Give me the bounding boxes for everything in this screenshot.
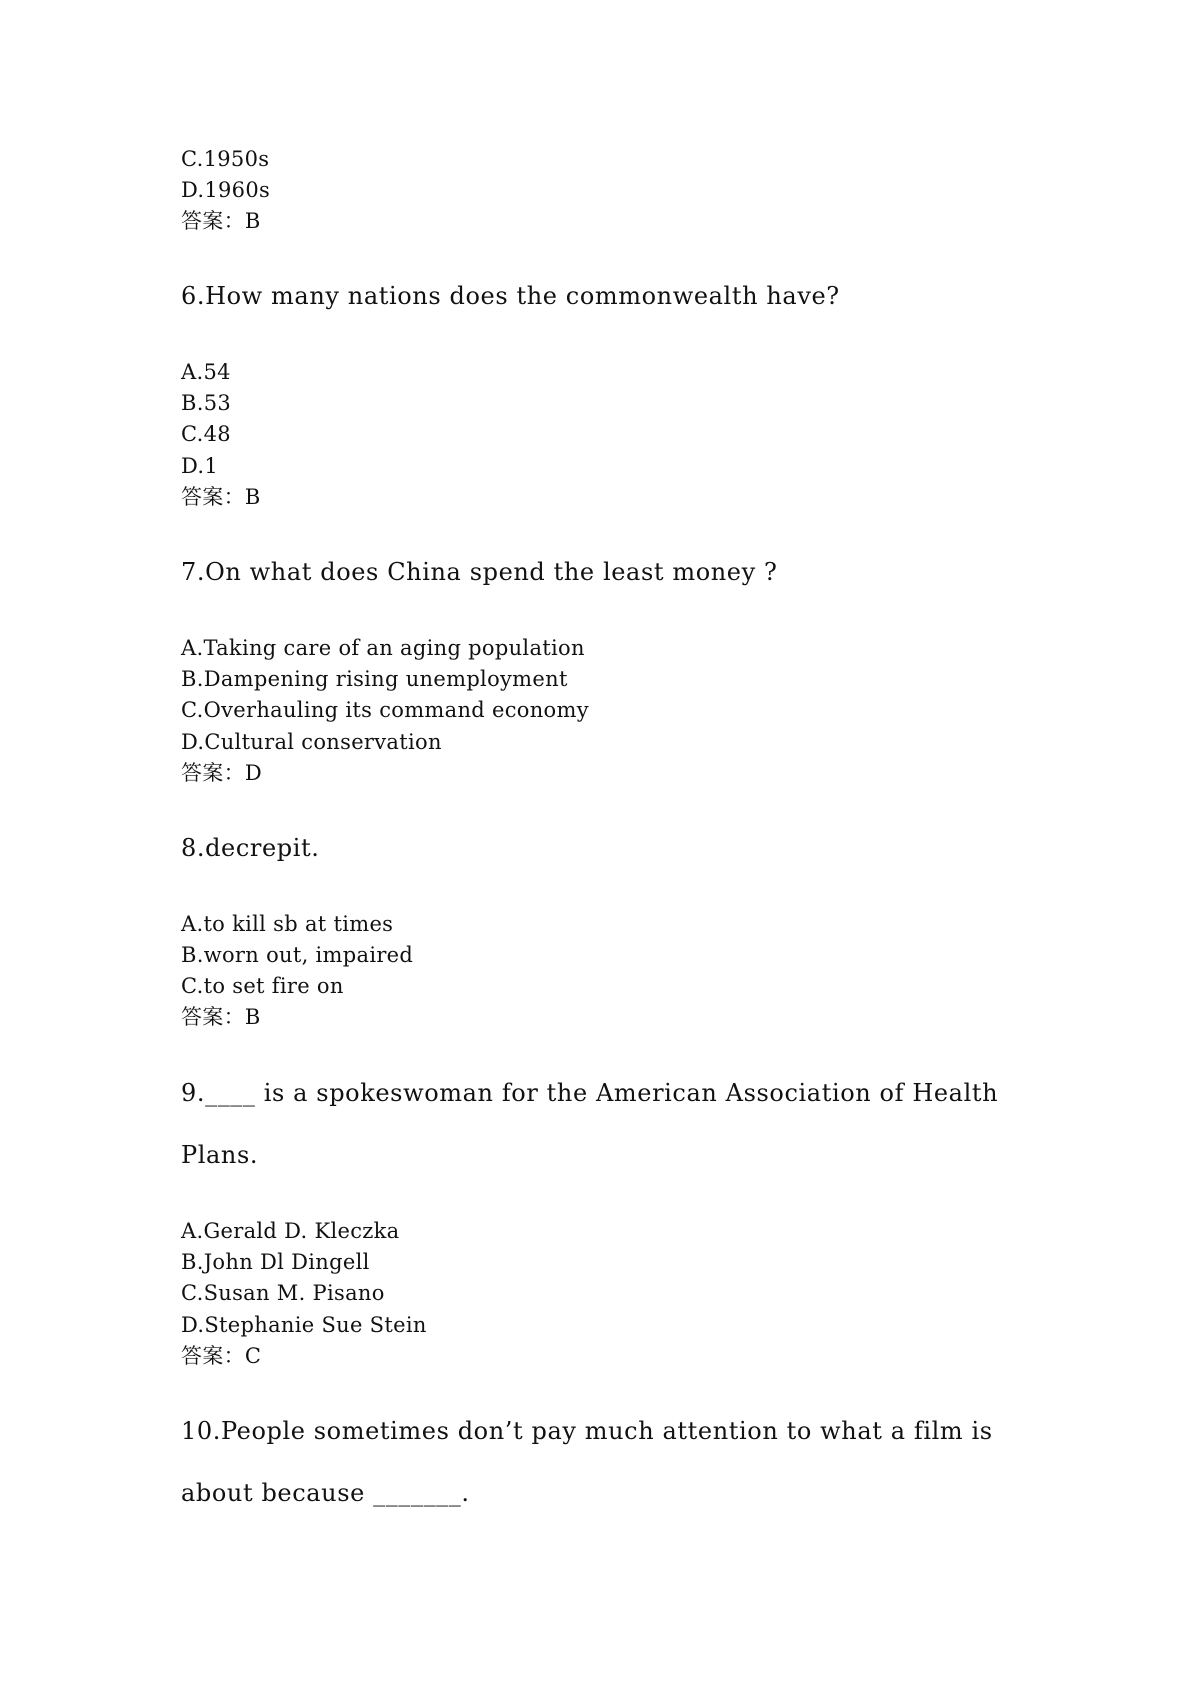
option-7-b: B.Dampening rising unemployment xyxy=(181,667,568,691)
option-5-c: C.1950s xyxy=(181,147,270,171)
option-7-d: D.Cultural conservation xyxy=(181,730,442,754)
answer-9: 答案：C xyxy=(181,1344,262,1368)
question-6-stem: 6.How many nations does the commonwealth have? xyxy=(181,282,840,310)
option-7-c: C.Overhauling its command economy xyxy=(181,698,589,722)
answer-7: 答案：D xyxy=(181,761,263,785)
option-6-a: A.54 xyxy=(181,360,231,384)
answer-6: 答案：B xyxy=(181,485,261,509)
option-5-d: D.1960s xyxy=(181,178,271,202)
option-8-a: A.to kill sb at times xyxy=(181,912,394,936)
option-6-d: D.1 xyxy=(181,454,219,478)
answer-8: 答案：B xyxy=(181,1005,261,1029)
option-6-b: B.53 xyxy=(181,391,232,415)
question-10-stem-line-1: 10.People sometimes don’t pay much attention to what a film is xyxy=(181,1417,993,1445)
question-9-stem-line-1: 9.____ is a spokeswoman for the American Association of Health xyxy=(181,1079,999,1107)
option-9-d: D.Stephanie Sue Stein xyxy=(181,1313,427,1337)
question-8-stem: 8.decrepit. xyxy=(181,834,320,862)
option-7-a: A.Taking care of an aging population xyxy=(181,636,585,660)
option-6-c: C.48 xyxy=(181,422,231,446)
question-9-stem-line-2: Plans. xyxy=(181,1141,259,1169)
answer-5: 答案：B xyxy=(181,209,261,233)
option-8-c: C.to set fire on xyxy=(181,974,344,998)
option-9-c: C.Susan M. Pisano xyxy=(181,1281,385,1305)
question-7-stem: 7.On what does China spend the least money ? xyxy=(181,558,778,586)
option-8-b: B.worn out, impaired xyxy=(181,943,414,967)
option-9-b: B.John Dl Dingell xyxy=(181,1250,370,1274)
option-9-a: A.Gerald D. Kleczka xyxy=(181,1219,400,1243)
question-10-stem-line-2: about because _______. xyxy=(181,1479,470,1507)
